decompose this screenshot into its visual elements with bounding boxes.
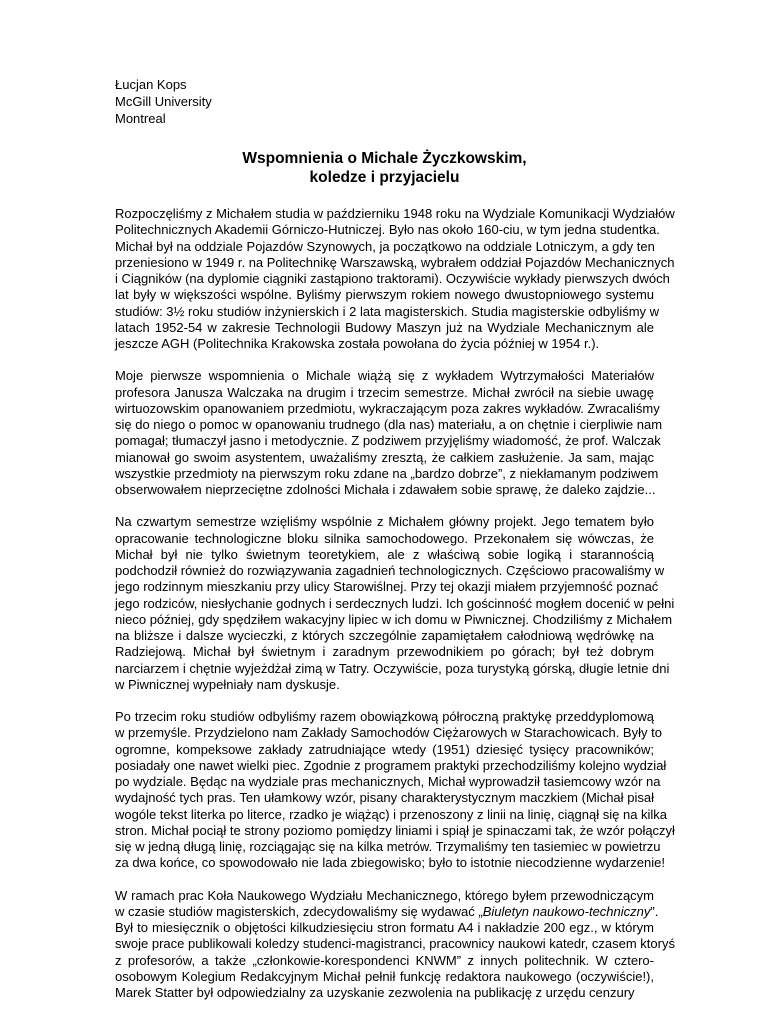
paragraph-line: pomagał; tłumaczył jasno i metodycznie. Z podziwem przyjęliśmy wiadomość, że prof. Walczak	[115, 433, 661, 449]
paragraph-line: studiów: 3½ roku studiów inżynierskich i 2 lata magisterskich. Studia magisterskie odbyliśmy w	[115, 303, 660, 319]
document-title	[115, 149, 654, 187]
paragraph	[115, 887, 675, 1002]
paragraph-line: w czasie studiów magisterskich, zdecydowaliśmy się wydawać „Biuletyn naukowo-techniczny”.	[115, 903, 659, 919]
paragraph-line: opracowanie technologiczne bloku silnika samochodowego. Przekonałem się wówczas, że	[115, 530, 654, 546]
paragraph-line: Radziejową. Michał był świetnym i zaradnym przewodnikiem po górach; był też dobrym	[115, 644, 654, 660]
paragraph-line: Marek Statter był odpowiedzialny za uzyskanie zezwolenia na publikację z urzędu cenzury	[115, 985, 635, 1000]
paragraph-line: wirtuozowskim opanowaniem przedmiotu, wykraczającym poza zakres wykładów. Zwracaliśmy	[115, 400, 660, 416]
paragraph-line: Rozpoczęliśmy z Michałem studia w październiku 1948 roku na Wydziale Komunikacji Wydziałów	[115, 206, 675, 221]
author-city: Montreal	[115, 111, 166, 126]
paragraph-line: lat były w większości wspólne. Byliśmy pierwszym rokiem nowego dwustopniowego systemu	[115, 287, 654, 303]
paragraph-line: i Ciągników (na dyplomie ciągniki zastąpiono traktorami). Oczywiście wykłady pierwszych dwóch	[115, 271, 670, 286]
paragraph-line: osobowym Kolegium Redakcyjnym Michał pełnił funkcję redaktora naukowego (oczywiście!),	[115, 968, 654, 984]
paragraph-line: narciarzem i chętnie wyjeżdżał zimą w Tatry. Oczywiście, poza turystyką górską, długie letnie dni	[115, 660, 670, 676]
paragraph-line: posiadały one nawet wielki piec. Zgodnie z programem praktyki przechodziliśmy kolejno wydział	[115, 757, 667, 773]
paragraph-line: przeniesiono w 1949 r. na Politechnikę Warszawską, wybrałem oddział Pojazdów Mechanicznych	[115, 254, 675, 270]
paragraph-line: nieco później, gdy spędziłem wakacyjny lipiec w ich domu w Piwnicznej. Chodziliśmy z Michałem	[115, 611, 673, 627]
paragraph-line: z profesorów, a także „członkowie-korespondenci KNWM” z innych politechnik. W cztero-	[115, 952, 654, 968]
paragraph	[115, 368, 663, 498]
paragraph-line: jeszcze AGH (Politechnika Krakowska została powołana do życia później w 1954 r.).	[115, 336, 600, 351]
paragraph-line: się w jedną długą linię, rozciągając się na kilka metrów. Trzymaliśmy ten tasiemiec w powietrzu	[115, 839, 661, 854]
paragraph-line: jego rodzinnym mieszkaniu przy ulicy Starowiślnej. Przy tej okazji miałem przyjemność poznać	[115, 579, 659, 595]
paragraph-line: obserwowałem nieprzeciętne zdolności Michała i zdawałem sobie sprawę, że daleko zajdzie...	[115, 482, 656, 497]
paragraph-line: Michał był na oddziale Pojazdów Szynowych, ja początkowo na oddziale Lotniczym, a gdy ten	[115, 238, 655, 254]
paragraph-line: mianował go swoim asystentem, uważaliśmy zresztą, że całkiem zasłużenie. Ja sam, mając	[115, 449, 654, 465]
paragraph	[115, 514, 675, 693]
title-line-2: koledze i przyjacielu	[309, 169, 460, 186]
author-name: Łucjan Kops	[115, 77, 187, 92]
title-line-1: Wspomnienia o Michale Życzkowskim,	[242, 150, 527, 167]
paragraph-line: swoje prace publikowali koledzy studenci-magistranci, pracownicy naukowi katedr, czasem ktoryś	[115, 936, 675, 952]
paragraph-line: wogóle tekst literka po literce, rzadko je wiążąc) i przenoszony z linii na linię, ciągnął się na kilka	[115, 806, 668, 822]
paragraph-line: Moje pierwsze wspomnienia o Michale wiążą się z wykładem Wytrzymałości Materiałów	[115, 368, 654, 384]
paragraph-line: latach 1952-54 w zakresie Technologii Budowy Maszyn już na Wydziale Mechanicznym ale	[115, 319, 654, 335]
paragraph-line: Po trzecim roku studiów odbyliśmy razem obowiązkową półroczną praktykę przeddyplomową	[115, 709, 654, 724]
author-block	[115, 76, 654, 127]
paragraph-line: Był to miesięcznik o objętości kilkudziesięciu stron formatu A4 i nakładzie 200 egz., w którym	[115, 920, 654, 935]
paragraph-line: Na czwartym semestrze wzięliśmy wspólnie z Michałem główny projekt. Jego tematem było	[115, 514, 654, 530]
bulletin-title: Biuletyn naukowo-techniczny	[482, 903, 651, 919]
paragraph-line: za dwa końce, co spowodowało nie lada zbiegowisko; było to istotnie niecodzienne wydarzenie!	[115, 855, 665, 871]
paragraph-line: po wydziale. Będąc na wydziale pras mechanicznych, Michał wyprowadził tasiemcowy wzór na	[115, 774, 661, 789]
paragraph-line: Michał był nie tylko świetnym teoretykiem, ale z właściwą sobie logiką i starannością	[115, 546, 654, 562]
paragraph	[115, 709, 675, 872]
paragraph-line: w przemyśle. Przydzielono nam Zakłady Samochodów Ciężarowych w Starachowicach. Były to	[115, 725, 662, 741]
paragraph-line: wydajność tych pras. Ten ułamkowy wzór, pisany charakterystycznym maczkiem (Michał pisał	[115, 790, 654, 806]
paragraph-line: stron. Michał pociął te strony poziomo pomiędzy liniami i spiął je spinaczami tak, że wzór połączył	[115, 822, 675, 838]
paragraph	[115, 206, 675, 352]
paragraph-line: na bliższe i dalsze wycieczki, z których szczególnie zapamiętałem całodniową wędrówkę na	[115, 628, 654, 643]
document-page	[115, 76, 675, 1017]
paragraph-line: Politechnicznych Akademii Górniczo-Hutniczej. Było nas około 160-ciu, w tym jedna studentka.	[115, 222, 660, 238]
paragraph-line: W ramach prac Koła Naukowego Wydziału Mechanicznego, którego byłem przewodniczącym	[115, 887, 654, 903]
paragraph-line: ogromne, kompeksowe zakłady zatrudniające wtedy (1951) dziesięć tysięcy pracowników;	[115, 741, 654, 757]
paragraph-line: podchodził również do rozwiązywania zagadnień technologicznych. Częściowo pracowaliśmy w	[115, 563, 665, 578]
paragraph-line: się do niego o pomoc w opanowaniu trudnego (dla nas) materiału, a on chętnie i cierpliwie nam	[115, 417, 663, 432]
paragraph-line: wszystkie przedmioty na pierwszym roku zdane na „bardzo dobrze”, z niekłamanym podziwem	[115, 465, 659, 481]
paragraph-line: w Piwnicznej wypełniały nam dyskusje.	[115, 676, 340, 692]
paragraph-line: jego rodziców, niesłychanie godnych i serdecznych ludzi. Ich gościnność mogłem docenić w pełni	[115, 595, 675, 611]
paragraph-line: profesora Janusza Walczaka na drugim i trzecim semestrze. Michał zwrócił na siebie uwagę	[115, 384, 654, 400]
body-text	[115, 206, 675, 1001]
author-institution: McGill University	[115, 94, 212, 109]
